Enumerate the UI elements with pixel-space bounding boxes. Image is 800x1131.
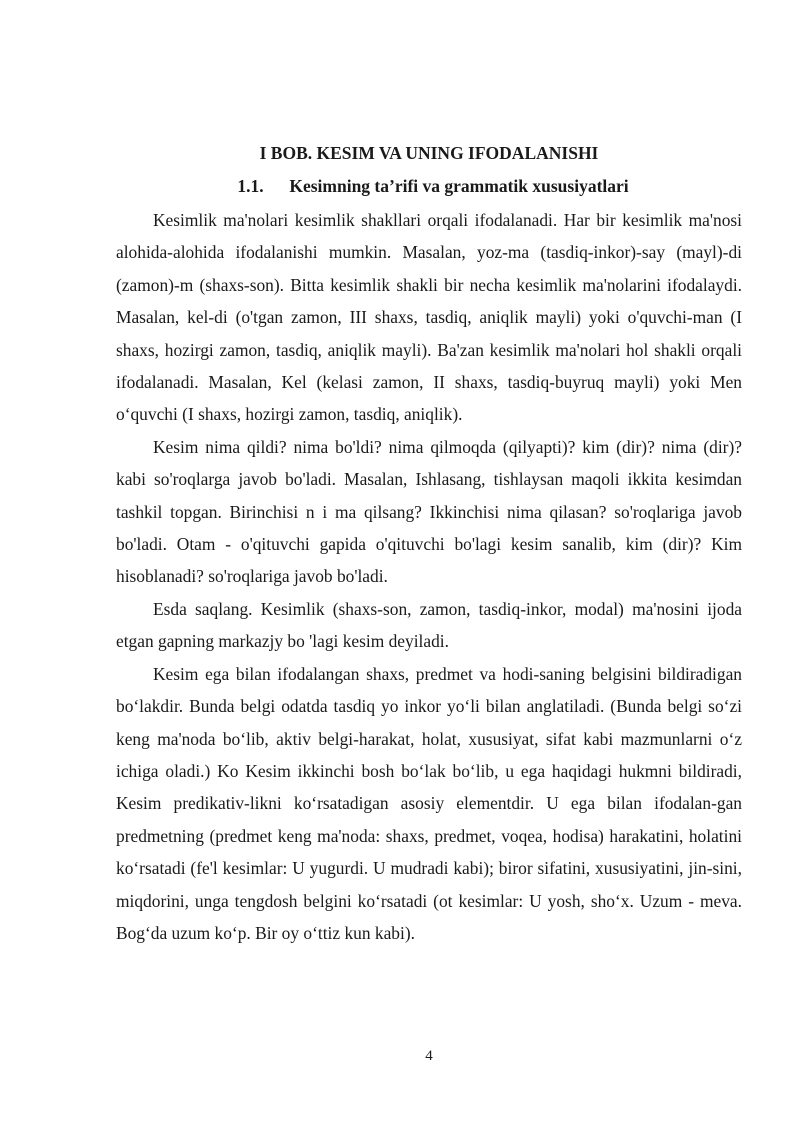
chapter-title: I BOB. KESIM VA UNING IFODALANISHI [259, 143, 599, 163]
paragraph: Esda saqlang. Kesimlik (shaxs-son, zamon, tasdiq-inkor, modal) ma'nosini ijoda etgan gapning markazjy bo 'lagi kesim deyiladi. [116, 598, 742, 652]
section-number: 1.1. [237, 176, 264, 196]
section-title: Kesimning ta’rifi va grammatik xususiyatlari [289, 176, 629, 196]
page-number: 4 [425, 1048, 433, 1064]
section-heading [116, 174, 742, 198]
paragraph: Kesim nima qildi? nima bo'ldi? nima qilmoqda (qilyapti)? kim (dir)? nima (dir)? kabi so'roqlarga javob bo'ladi. Masalan, Ishlasang, tishlaysan maqoli ikkita kesimdan tashkil topgan. Birinchisi n i ma qilsang? Ikkinchisi nima qilasan? so'roqlariga javob bo'ladi. Otam - o'qituvchi gapida o'qituvchi bo'lagi kesim sanalib, kim (dir)? Kim hisoblanadi? so'roqlariga javob bo'ladi. [116, 436, 742, 587]
paragraph: Kesim ega bilan ifodalangan shaxs, predmet va hodi-saning belgisini bildiradigan bo‘lakdir. Bunda belgi odatda tasdiq yo inkor yo‘li bilan anglatiladi. (Bunda belgi so‘zi keng ma'noda bo‘lib, aktiv belgi-harakat, holat, xususiyat, sifat kabi mazmunlarni o‘z ichiga oladi.) Ko Kesim ikkinchi bosh bo‘lak bo‘lib, u ega haqidagi hukmni bildiradi, Kesim predikativ-likni ko‘rsatadigan asosiy elementdir. U ega bilan ifodalan-gan predmetning (predmet keng ma'noda: shaxs, predmet, voqea, hodisa) harakatini, holatini ko‘rsatadi (fe'l kesimlar: U yugurdi. U mudradi kabi); biror sifatini, xususiyatini, jin-sini, miqdorini, unga tengdosh belgini ko‘rsatadi (ot kesimlar: U yosh, sho‘x. Uzum - meva. Bog‘da uzum ko‘p. Bir oy o‘ttiz kun kabi). [116, 663, 742, 943]
paragraph: Kesimlik ma'nolari kesimlik shakllari orqali ifodalanadi. Har bir kesimlik ma'nosi alohida-alohida ifodalanishi mumkin. Masalan, yoz-ma (tasdiq-inkor)-say (mayl)-di (zamon)-m (shaxs-son). Bitta kesimlik shakli bir necha kesimlik ma'nolarini ifodalaydi. Masalan, kel-di (o'tgan zamon, III shaxs, tasdiq, aniqlik mayli) yoki o'quvchi-man (I shaxs, hozirgi zamon, tasdiq, aniqlik mayli). Ba'zan kesimlik ma'nolari hol shakli orqali ifodalanadi. Masalan, Kel (kelasi zamon, II shaxs, tasdiq-buyruq mayli) yoki Men o‘quvchi (I shaxs, hozirgi zamon, tasdiq, aniqlik). [116, 210, 742, 425]
page-content [116, 141, 742, 949]
